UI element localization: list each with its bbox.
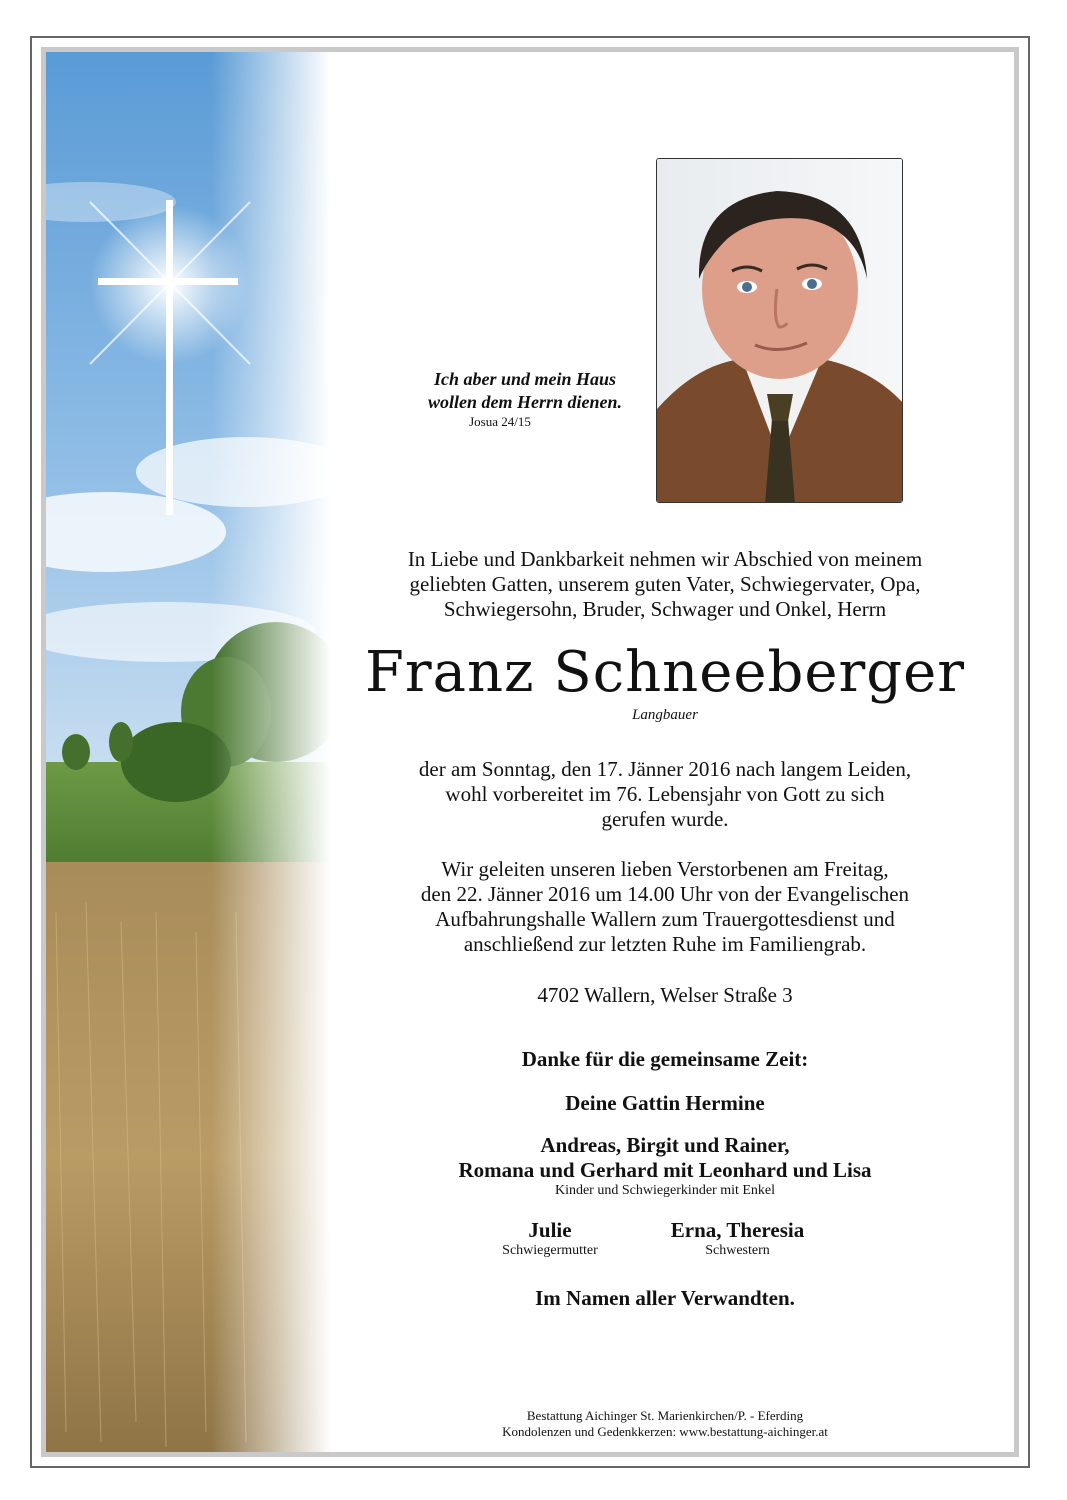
mourner-relative-role: Schwiegermutter [502,1243,598,1258]
death-notice-line: der am Sonntag, den 17. Jänner 2016 nach langem Leiden, [418,757,912,781]
funeral-line: den 22. Jänner 2016 um 14.00 Uhr von der Evangelischen [420,882,910,906]
mourner-relative-name: Julie [528,1218,572,1242]
intro-line: geliebten Gatten, unserem guten Vater, Schwiegervater, Opa, [409,572,921,596]
mourner-children [360,1133,970,1183]
mourner-relative-role: Schwestern [705,1243,770,1258]
funeral-line: anschließend zur letzten Ruhe im Familiengrab. [463,932,867,956]
children-note: Kinder und Schwiegerkinder mit Enkel [554,1183,776,1198]
address: 4702 Wallern, Welser Straße 3 [537,983,793,1007]
mourner-relative-name: Erna, Theresia [670,1218,805,1242]
deceased-nickname: Langbauer [632,707,698,723]
intro-line: In Liebe und Dankbarkeit nehmen wir Abschied von meinem [407,547,923,571]
intro-text [380,547,950,622]
funeral-line: Aufbahrungshalle Wallern zum Trauergottesdienst und [435,907,895,931]
bible-verse-line: wollen dem Herrn dienen. [427,392,622,412]
death-notice-line: gerufen wurde. [601,807,729,831]
funeral-notice [380,857,950,957]
bible-reference: Josua 24/15 [469,414,531,429]
footer-line: Kondolenzen und Gedenkkerzen: www.bestattung-aichinger.at [502,1424,828,1439]
footer-line: Bestattung Aichinger St. Marienkirchen/P. - Eferding [526,1408,804,1423]
funeral-home-footer [440,1408,890,1440]
death-notice [380,757,950,832]
mourner-wife: Deine Gattin Hermine [565,1091,765,1115]
funeral-line: Wir geleiten unseren lieben Verstorbenen am Freitag, [441,857,889,881]
children-line: Andreas, Birgit und Rainer, [540,1133,790,1157]
portrait-photo [656,158,903,503]
children-line: Romana und Gerhard mit Leonhard und Lisa [458,1158,872,1182]
death-notice-line: wohl vorbereitet im 76. Lebensjahr von Gott zu sich [445,782,885,806]
thanks-heading: Danke für die gemeinsame Zeit: [521,1047,809,1071]
bible-verse [360,368,690,414]
intro-line: Schwiegersohn, Bruder, Schwager und Onkel, Herrn [443,597,887,621]
deceased-name: Franz Schneeberger [364,640,966,705]
closing-line: Im Namen aller Verwandten. [535,1286,795,1310]
bible-verse-line: Ich aber und mein Haus [433,369,617,389]
